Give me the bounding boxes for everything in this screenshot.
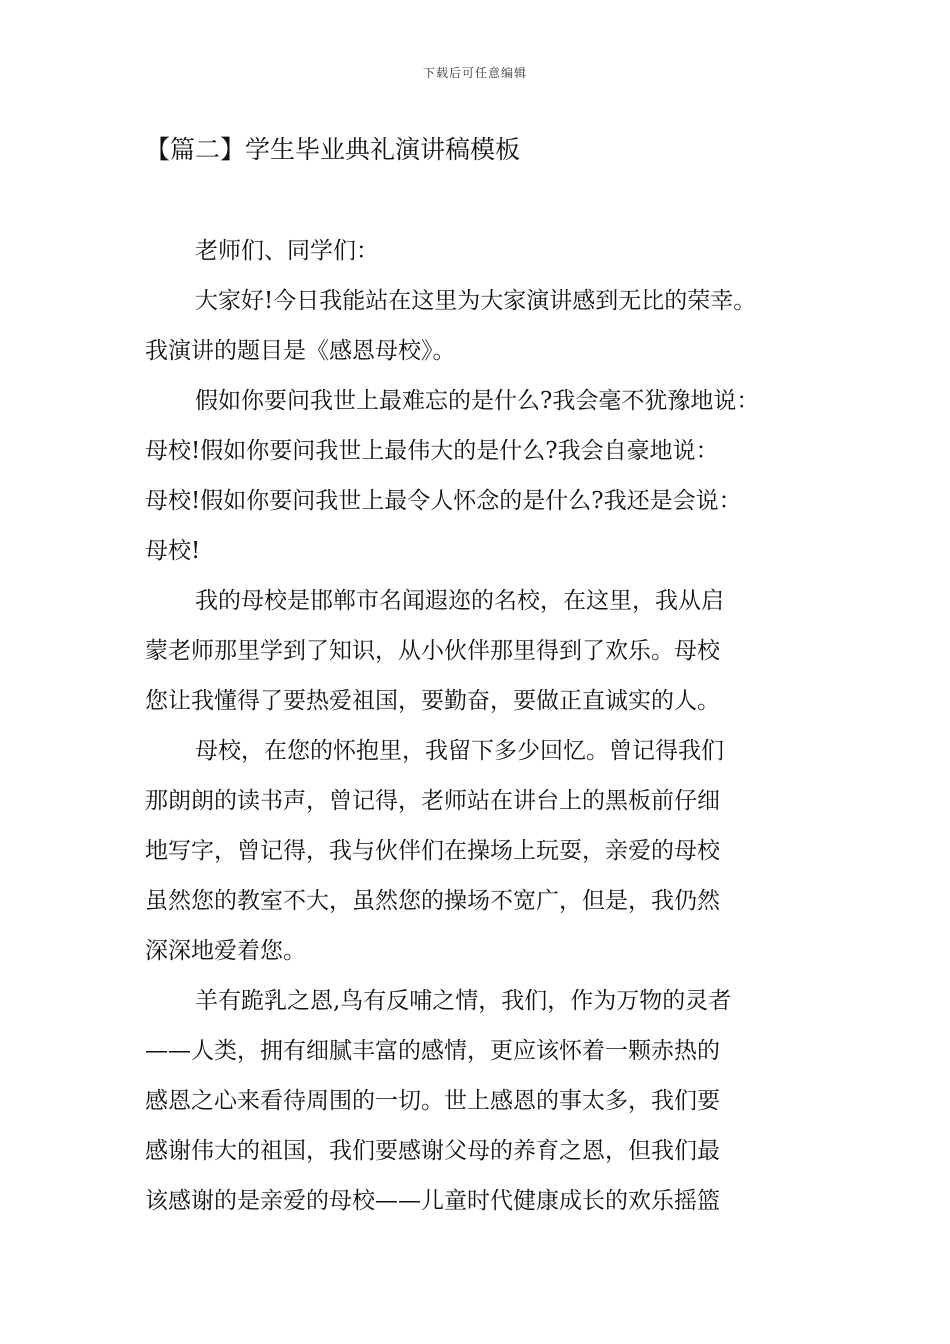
header-note: 下载后可任意编辑	[422, 66, 527, 80]
paragraph-line: 我的母校是邯郸市名闻遐迩的名校，在这里，我从启	[195, 588, 724, 614]
paragraph-line: 母校!	[145, 538, 201, 564]
paragraph-line: 那朗朗的读书声，曾记得，老师站在讲台上的黑板前仔细	[145, 788, 720, 814]
document-title: 【篇二】学生毕业典礼演讲稿模板	[145, 135, 521, 164]
paragraph-line: 母校!假如你要问我世上最伟大的是什么?我会自豪地说：	[145, 438, 719, 464]
paragraph-line: 我演讲的题目是《感恩母校》。	[145, 338, 456, 364]
paragraph-line: 感谢伟大的祖国，我们要感谢父母的养育之恩，但我们最	[145, 1138, 720, 1164]
paragraph-line: 您让我懂得了要热爱祖国，要勤奋，要做正直诚实的人。	[145, 688, 720, 714]
paragraph-line: 母校!假如你要问我世上最令人怀念的是什么?我还是会说：	[145, 488, 742, 514]
paragraph-line: 羊有跪乳之恩,鸟有反哺之情，我们，作为万物的灵者	[195, 988, 732, 1014]
paragraph-line: 蒙老师那里学到了知识，从小伙伴那里得到了欢乐。母校	[145, 638, 720, 664]
paragraph-line: 深深地爱着您。	[145, 938, 306, 964]
paragraph-line: 母校，在您的怀抱里，我留下多少回忆。曾记得我们	[195, 738, 724, 764]
paragraph-line: 感恩之心来看待周围的一切。世上感恩的事太多，我们要	[145, 1088, 720, 1114]
paragraph-line: 地写字，曾记得，我与伙伴们在操场上玩耍，亲爱的母校	[145, 838, 720, 864]
paragraph-line: 该感谢的是亲爱的母校——儿童时代健康成长的欢乐摇篮	[145, 1188, 720, 1214]
paragraph-line: ——人类，拥有细腻丰富的感情，更应该怀着一颗赤热的	[145, 1038, 720, 1064]
paragraph-line: 虽然您的教室不大，虽然您的操场不宽广，但是，我仍然	[145, 888, 720, 914]
salutation-line: 老师们、同学们：	[195, 238, 379, 264]
paragraph-line: 大家好!今日我能站在这里为大家演讲感到无比的荣幸。	[195, 288, 757, 314]
paragraph-line: 假如你要问我世上最难忘的是什么?我会毫不犹豫地说：	[195, 388, 760, 414]
speech-body	[145, 226, 835, 1226]
